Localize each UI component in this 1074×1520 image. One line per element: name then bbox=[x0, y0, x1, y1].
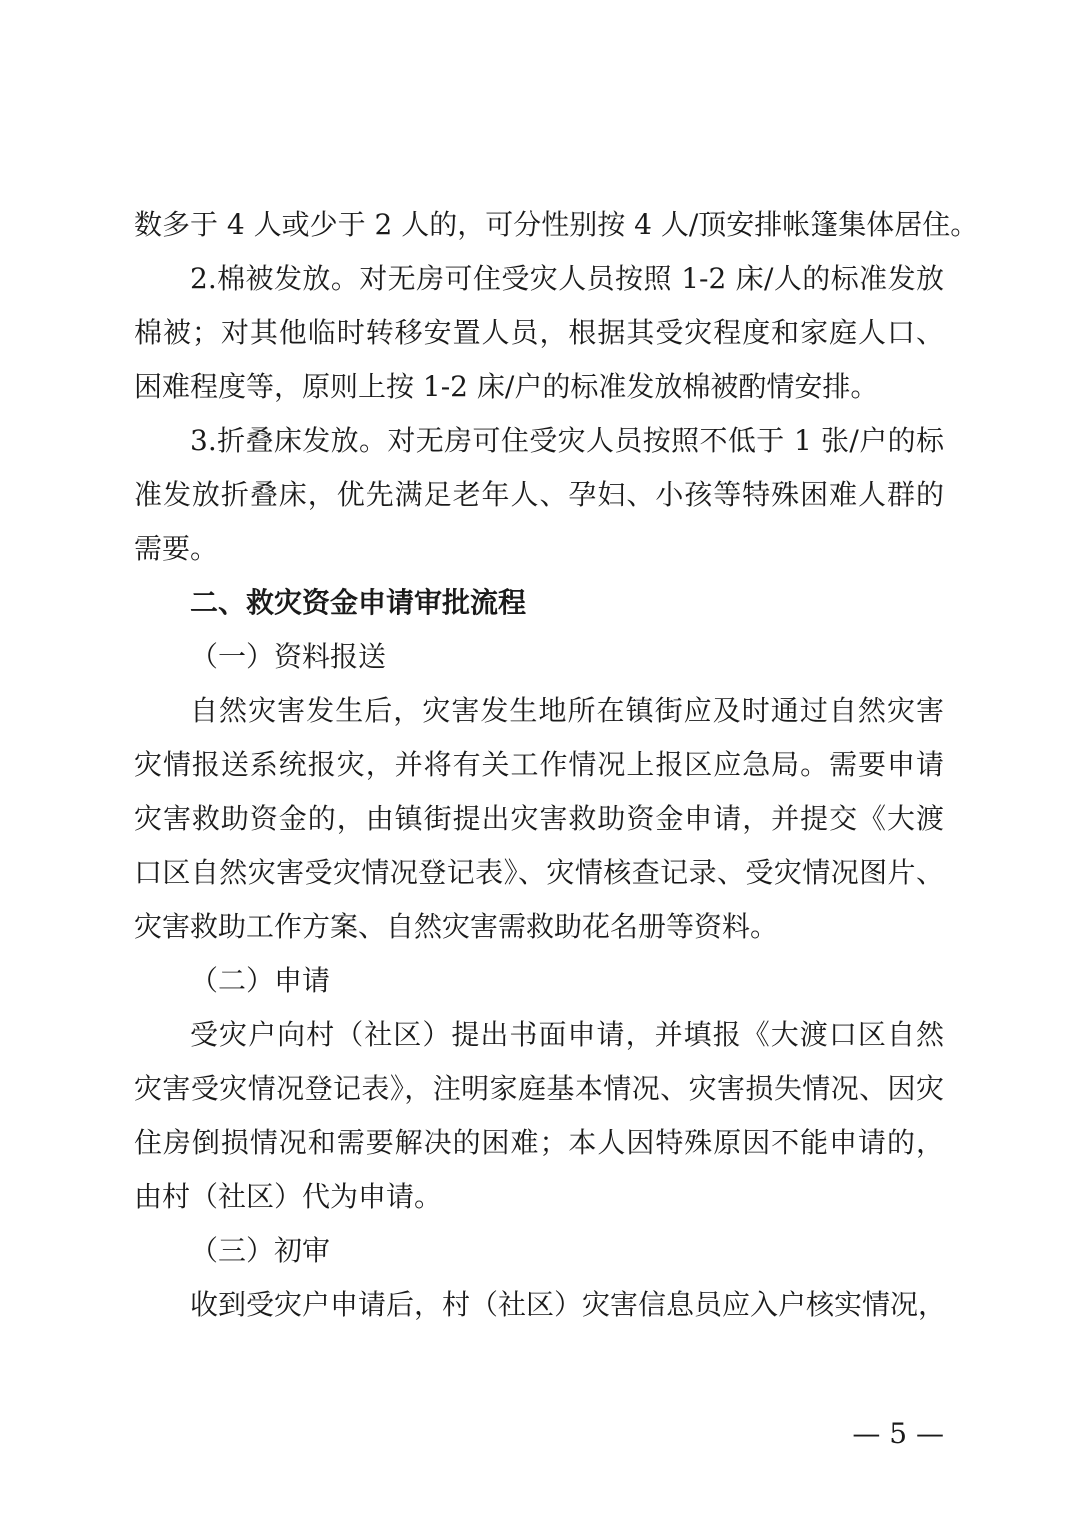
text-line: 收到受灾户申请后，村（社区）灾害信息员应入户核实情况， bbox=[190, 1288, 947, 1321]
text-line: 灾情报送系统报灾，并将有关工作情况上报区应急局。需要申请 bbox=[134, 748, 944, 781]
subsection-heading: （二）申请 bbox=[190, 964, 331, 997]
page-number: — 5 — bbox=[852, 1417, 944, 1450]
text-line: 自然灾害发生后，灾害发生地所在镇街应及时通过自然灾害 bbox=[190, 694, 944, 727]
text-line: 灾害救助资金的，由镇街提出灾害救助资金申请，并提交《大渡 bbox=[134, 802, 944, 835]
text-line: 由村（社区）代为申请。 bbox=[134, 1180, 443, 1213]
text-line: 灾害救助工作方案、自然灾害需救助花名册等资料。 bbox=[134, 910, 779, 943]
text-line: 需要。 bbox=[134, 532, 219, 565]
text-line: 2.棉被发放。对无房可住受灾人员按照 1-2 床/人的标准发放 bbox=[190, 262, 944, 295]
text-line: 3.折叠床发放。对无房可住受灾人员按照不低于 1 张/户的标 bbox=[190, 424, 944, 457]
text-line: 棉被；对其他临时转移安置人员，根据其受灾程度和家庭人口、 bbox=[134, 316, 944, 349]
section-heading: 二、救灾资金申请审批流程 bbox=[190, 586, 527, 619]
subsection-heading: （一）资料报送 bbox=[190, 640, 387, 673]
text-line: 口区自然灾害受灾情况登记表》、灾情核查记录、受灾情况图片、 bbox=[134, 856, 944, 889]
text-line: 准发放折叠床，优先满足老年人、孕妇、小孩等特殊困难人群的 bbox=[134, 478, 944, 511]
text-line: 灾害受灾情况登记表》，注明家庭基本情况、灾害损失情况、因灾 bbox=[134, 1072, 944, 1105]
subsection-heading: （三）初审 bbox=[190, 1234, 331, 1267]
text-line: 住房倒损情况和需要解决的困难；本人因特殊原因不能申请的， bbox=[134, 1126, 944, 1159]
text-line: 数多于 4 人或少于 2 人的，可分性别按 4 人/顶安排帐篷集体居住。 bbox=[134, 208, 979, 241]
text-line: 受灾户向村（社区）提出书面申请，并填报《大渡口区自然 bbox=[190, 1018, 944, 1051]
text-line: 困难程度等，原则上按 1-2 床/户的标准发放棉被酌情安排。 bbox=[134, 370, 879, 403]
